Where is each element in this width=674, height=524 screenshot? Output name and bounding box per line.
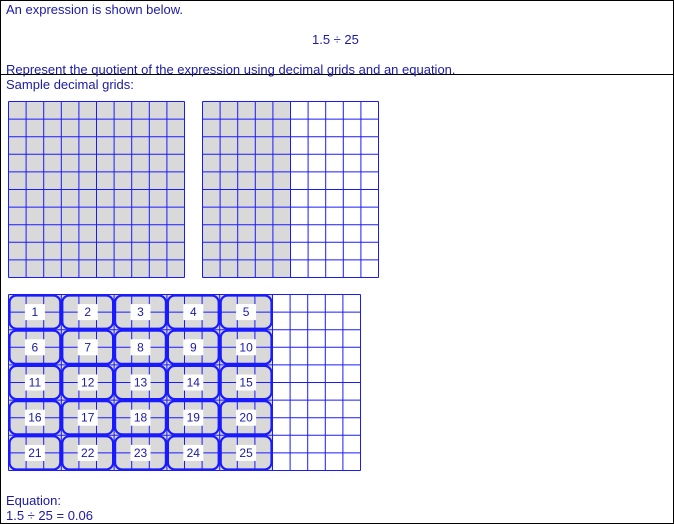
expression: 1.5 ÷ 25 <box>312 32 359 47</box>
combined-grid <box>9 295 361 471</box>
group-label: 23 <box>133 445 148 460</box>
group-label: 14 <box>186 375 200 390</box>
group-label: 16 <box>28 410 42 425</box>
group-label: 7 <box>84 340 92 355</box>
full-grid <box>9 102 185 278</box>
group-label: 17 <box>81 410 95 425</box>
group-label: 15 <box>239 375 253 390</box>
group-label: 19 <box>186 410 200 425</box>
equation-label: Equation: <box>6 493 61 508</box>
group-label: 11 <box>28 375 42 390</box>
half-grid <box>203 102 379 278</box>
equation: 1.5 ÷ 25 = 0.06 <box>6 508 94 523</box>
group-label: 2 <box>84 305 92 320</box>
group-label: 3 <box>137 305 144 320</box>
group-label: 18 <box>133 410 148 425</box>
instruction-text: Represent the quotient of the expression using decimal grids and an equation. <box>6 62 456 77</box>
group-label: 24 <box>186 445 200 460</box>
group-label: 25 <box>239 445 253 460</box>
intro-text: An expression is shown below. <box>6 2 184 17</box>
group-label: 20 <box>239 410 253 425</box>
group-label: 1 <box>31 305 39 320</box>
group-label: 9 <box>189 340 197 355</box>
group-label: 21 <box>28 445 42 460</box>
group-label: 6 <box>31 340 39 355</box>
group-label: 13 <box>133 375 148 390</box>
group-label: 5 <box>242 305 250 320</box>
group-label: 22 <box>81 445 95 460</box>
group-label: 10 <box>239 340 253 355</box>
group-label: 8 <box>137 340 144 355</box>
group-label: 12 <box>81 375 95 390</box>
group-label: 4 <box>189 305 197 320</box>
sample-grids-label: Sample decimal grids: <box>6 77 134 92</box>
